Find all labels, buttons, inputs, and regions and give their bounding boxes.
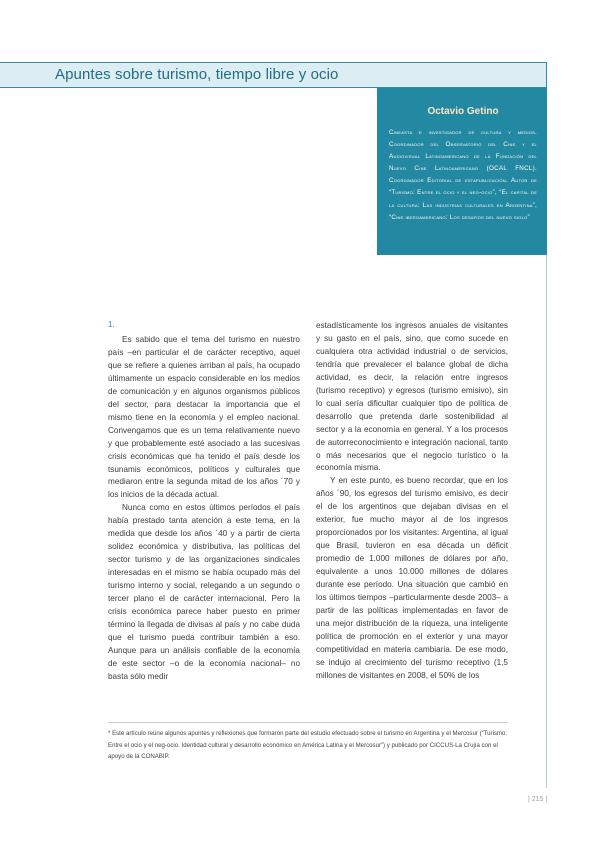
author-bio: Cineasta e investigador de cultura y medios. Coordinador del Observatorio del Cine y el Audiovisual Latinoamericano de la Fundación del Nuevo Cine Latinoamericano (OCAL FNCL). Coordinador Editorial de estapublicación. Autor de “Turismo: Entre el ocio y el neg-ocio”, “El capital de la cultura: Las industrias culturales en Argentina”, “Cine iberoamericano: Los desafíos del nuevo siglo”	[389, 129, 537, 221]
paragraph: Es sabido que el tema del turismo en nuestro país –en particular el de carácter receptivo, aquel que se refiere a quienes arriban al país, ha ocupado últimamente un espacio considerable en los medios de comunicación y en algunos organismos públicos del sector, para destacar la importancia que el mismo tiene en la economía y el empleo nacional. Convengamos que es un tema relativamente nuevo y que probablemente esté asociado a las sucesivas crisis económicas que ha tenido el país desde los tsunamis económicos, políticos y culturales que mediaron entre la segunda mitad de los años ´70 y los inicios de la década actual.	[108, 335, 300, 500]
page-number: | 215 |	[528, 796, 548, 803]
footnote-divider	[108, 722, 508, 723]
author-name: Octavio Getino	[427, 106, 499, 117]
paragraph: estadísticamente los ingresos anuales de visitantes y su gasto en el país, sino, que como sucede en cualquiera otra actividad industrial o de servicios, tendría que prevalecer el balance global de dicha actividad, es decir, la relación entre ingresos (turismo receptivo) y egresos (turismo emisivo), sin lo cual sería dificultar cualquier tipo de política de desarrollo que pretenda darle sostenibilidad al sector y a la economía en general. Y a los procesos de autorreconocimiento e integración nacional, tanto o más necesarios que el negocio turístico o la economía misma.	[316, 321, 508, 473]
paragraph: Nunca como en estos últimos períodos el país había prestado tanta atención a este tema, en la medida que desde los años ´40 y a partir de cierta solidez económica y distributiva, las políticas del sector turismo y de las organizaciones sindicales interesadas en el mismo se había ocupado más del turismo interno y social, relegando a un segundo o tercer plano el de carácter internacional. Pero la crisis económica parece haber puesto en primer término la llegada de divisas al país y no cabe duda que el turismo pueda contribuir también a eso. Aunque para un análisis confiable de la economía de este sector –o de la economía nacional– no basta sólo medir	[108, 503, 300, 681]
footnote: * Este artículo reúne algunos apuntes y reflexiones que formaron parte del estudio efectuado sobre el turismo en Argentina y el Mercosur (“Turismo: Entre el ocio y el neg-ocio. Identidad cultural y desarrollo económico en América Latina y el Mercosur”) y publicado por CICCUS-La Crujía con el apoyo de la CONABIP.	[108, 730, 508, 760]
author-box	[377, 88, 547, 255]
article-column-left	[108, 334, 300, 684]
header-bar	[0, 62, 547, 88]
paragraph: Y en este punto, es bueno recordar, que en los años ´90, los egresos del turismo emisivo, es decir el de los argentinos que dejaban divisas en el exterior, fue mucho mayor al de los ingresos proporcionados por los visitantes: Argentina, al igual que Brasil, tuvieron en esa década un déficit promedio de 1.000 millones de dólares por año, equivalente a unos 10.000 millones de dólares durante ese período. Una situación que cambió en los últimos tiempos –particularmente desde 2003– a partir de las políticas implementadas en favor de una mejor distribución de la riqueza, una inteligente política de promoción en el exterior y una mayor competitividad en materia cambiaria. De ese modo, se indujo al crecimiento del turismo receptivo (1,5 millones de visitantes en 2008, el 50% de los	[316, 476, 508, 680]
page-title: Apuntes sobre turismo, tiempo libre y ocio	[55, 66, 339, 83]
article-column-right	[316, 320, 508, 683]
section-number: 1.	[108, 320, 115, 329]
